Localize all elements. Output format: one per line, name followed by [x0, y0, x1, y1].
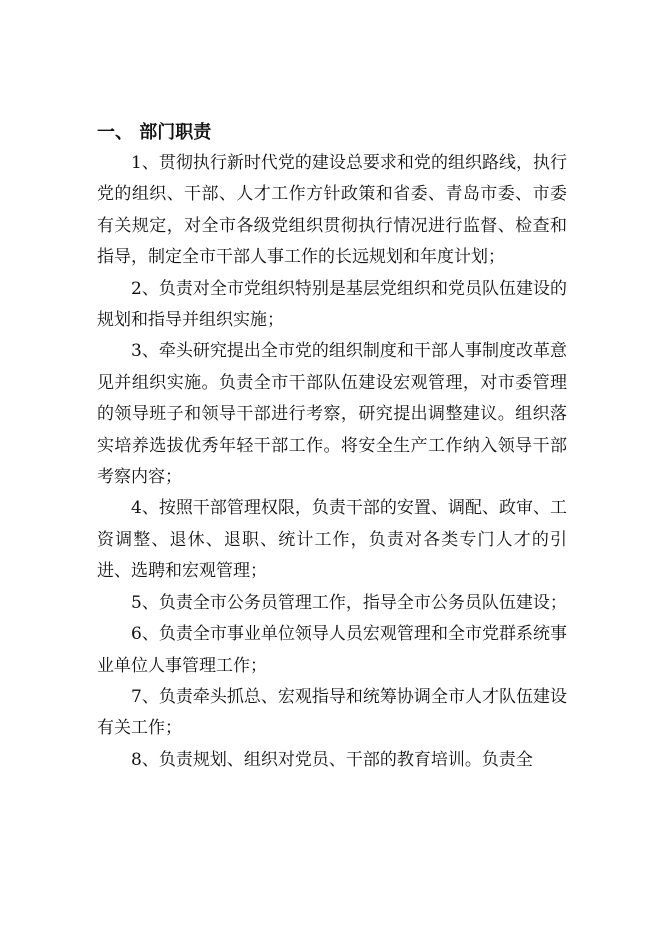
- paragraph-8: 8、负责规划、组织对党员、干部的教育培训。负责全: [131, 749, 533, 770]
- section-body: [97, 148, 567, 776]
- paragraph-2: 2、负责对全市党组织特别是基层党组织和党员队伍建设的规划和指导并组织实施；: [97, 278, 567, 331]
- paragraph-6: 6、负责全市事业单位领导人员宏观管理和全市党群系统事业单位人事管理工作；: [97, 624, 567, 676]
- paragraph-3: 3、牵头研究提出全市党的组织制度和干部人事制度改革意见并组织实施。负责全市干部队伍建设宏观管理，对市委管理的领导班子和领导干部进行考察，研究提出调整建议。组织落实培养选拔优秀年轻干部工作。将安全生产工作纳入领导干部考察内容；: [97, 341, 567, 488]
- paragraph-4: 4、按照干部管理权限，负责干部的安置、调配、政审、工资调整、退休、退职、统计工作，负责对各类专门人才的引进、选聘和宏观管理；: [97, 498, 567, 582]
- paragraph-7: 7、负责牵头抓总、宏观指导和统筹协调全市人才队伍建设有关工作；: [97, 686, 567, 739]
- paragraph-1: 1、贯彻执行新时代党的建设总要求和党的组织路线，执行党的组织、干部、人才工作方针政策和省委、青岛市委、市委有关规定，对全市各级党组织贯彻执行情况进行监督、检查和指导，制定全市干部人事工作的长远规划和年度计划；: [97, 153, 567, 268]
- section-heading: 一、 部门职责: [97, 122, 212, 143]
- paragraph-5: 5、负责全市公务员管理工作，指导全市公务员队伍建设；: [131, 592, 567, 613]
